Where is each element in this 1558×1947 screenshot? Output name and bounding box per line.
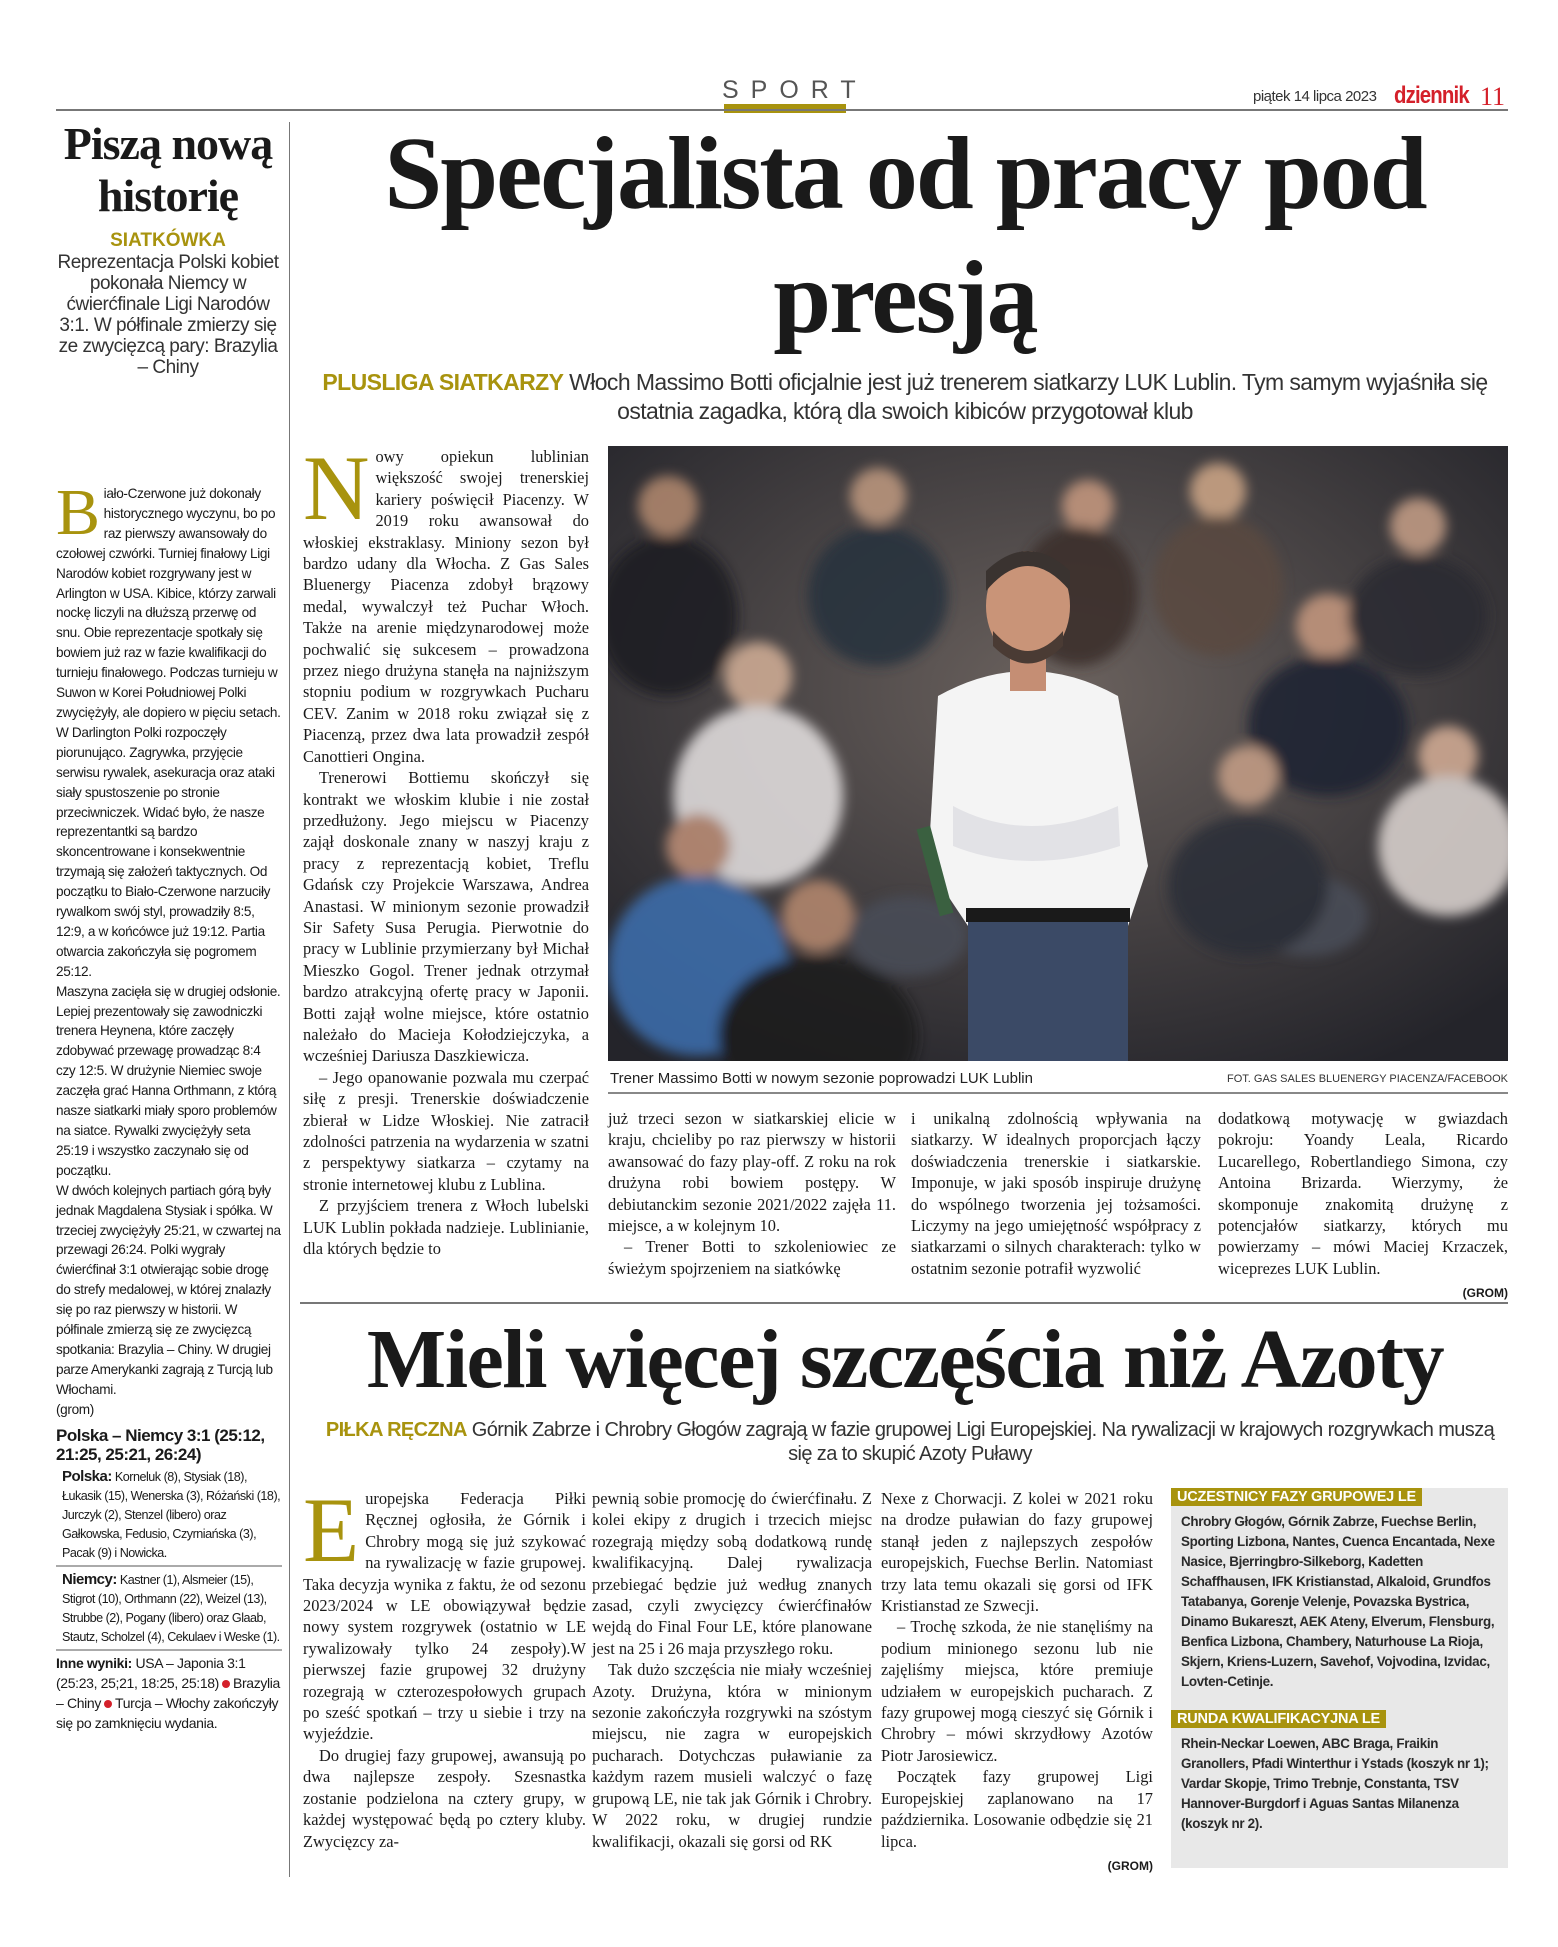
article2-column-3 (881, 1488, 1153, 1877)
article1-column-3 (911, 1108, 1201, 1279)
box-text-group-stage: Chrobry Głogów, Górnik Zabrze, Fuechse Berlin, Sporting Lizbona, Nantes, Cuenca Encantada, Nexe Nasice, Bjerringbro-Silkeborg, Kadetten Schaffhausen, IFK Kristianstad, Alkaloid, Grundfos Tatabanya, Gorenje Velenje, Povazska Bystrica, Dinamo Bukareszt, AEK Ateny, Elverum, Flensburg, Benfica Lizbona, Chambery, Naturhouse La Rioja, Skjern, Kriens-Luzern, Savehof, Vojvodina, Izvidac, Lovten-Cetinje. (1181, 1514, 1495, 1689)
header-rule (56, 109, 1508, 111)
drop-cap: E (303, 1479, 360, 1581)
deck-text: Górnik Zabrze i Chrobry Głogów zagrają w fazie grupowej Ligi Europejskiej. Na rywalizacji w krajowych rozgrywkach muszą się za to skupić Azoty Puławy (471, 1419, 1495, 1465)
paragraph: W Darlington Polki rozpoczęły piorunująco. Zagrywka, przyjęcie serwisu rywalek, asekuracja oraz ataki siały spustoszenie po stronie przeciwniczek. Widać było, że nasze reprezentantki są bardzo skoncentrowane i konsekwentnie trzymają się założeń taktycznych. Od początku to Biało-Czerwone narzuciły rywalkom swój styl, prowadziły 8:5, 12:9, a w końcówce już 19:12. Partia otwarcia zakończyła się pogromem 25:12. (56, 724, 275, 979)
article2-column-1 (303, 1479, 586, 1852)
paragraph: Trenerowi Bottiemu skończył się kontrakt we włoskim klubie i nie został przedłużony. Jego miejscu w Piacenzy zajął doskonale znany w naszyj kraju z pracy z reprezentacją kobiet, Treflu Gdańsk czy Projekcie Warszawa, Andrea Anastasi. W minionym sezonie prowadził Sir Safety Susa Perugia. Pierwotnie do pracy w Lublinie przymierzany był Michał Mieszko Gogol. Trener jednak otrzymał bardzo atrakcyjną ofertę pracy w Japonii. Botti zajął wolne miejsce, które ostatnio należało do Macieja Kołodziejczyka, a wcześniej Dariusza Daszkiewicza. (303, 768, 589, 1066)
column-divider (289, 122, 290, 1877)
info-box (1171, 1488, 1508, 1868)
box-text-qualifying: Rhein-Neckar Loewen, ABC Braga, Fraikin Granollers, Pfadi Winterthur i Ystads (koszyk nr 1); Vardar Skopje, Trimo Trebnje, Constanta, TSV Hannover-Burgdorf i Aguas Santas Milanenza (koszyk nr 2). (1181, 1736, 1489, 1831)
photo-caption: Trener Massimo Botti w nowym sezonie poprowadzi LUK Lublin (610, 1070, 1033, 1087)
box-heading-qualifying: RUNDA KWALIFIKACYJNA LE (1171, 1710, 1386, 1728)
paragraph: Tak dużo szczęścia nie miały wcześniej Azoty. Drużyna, która w minionym sezonie zakończyła rozgrywki na szóstym miejscu, nie zagra w europejskich pucharach. Dotychczas puławianie za każdym razem musieli walczyć o fazę grupową LE, nie tak jak Górnik i Chrobry. W 2022 roku, w drugiej rundzie kwalifikacji, okazali się gorsi od RK (592, 1660, 872, 1851)
sidebar-article-header (56, 118, 280, 378)
paragraph: i unikalną zdolnością wpływania na siatkarzy. W idealnych proporcjach łączy doświadczenia trenerskie i siatkarskie. Imponuje, w jaki sposób inspiruje drużynę do wspólnego tworzenia jej tożsamości. Liczymy na jego umiejętność współpracy z siatkarzami o silnych charakterach: tylko w ostatnim sezonie potrafił wyzwolić (911, 1109, 1201, 1278)
score-title: Polska – Niemcy 3:1 (25:12, 21:25, 25:21, 26:24) (56, 1425, 265, 1464)
paragraph: uropejska Federacja Piłki Ręcznej ogłosiła, że Górnik i Chrobry mogą się już szykować na rywalizację w fazie grupowej. Taka decyzja wynika z faktu, że od sezonu 2023/2024 w LE obowiązywał będzie nowy system rozgrywek (ostatnio w LE rywalizowały tylko 24 zespoły).W pierwszej fazie grupowej 32 drużyny rozegrają w czterozespołowych grupach po sześć spotkań – trzy u siebie i trzy na wyjeździe. (303, 1489, 586, 1744)
result-text: USA – Japonia 3:1 (25:23, 25;21, 18:25, 25:18) (56, 1654, 246, 1691)
byline: (GROM) (1462, 1286, 1508, 1301)
paragraph: Początek fazy grupowej Ligi Europejskiej zaplanowano na 17 października. Losowanie odbędzie się 21 lipca. (881, 1767, 1153, 1851)
second-headline: Mieli więcej szczęścia niż Azoty (366, 1313, 1444, 1406)
sidebar-deck: Reprezentacja Polski kobiet pokonała Niemcy w ćwierćfinale Ligi Narodów 3:1. W półfinale zmierzy się ze zwycięzcą pary: Brazylia – Chiny (57, 252, 279, 378)
paragraph: iało-Czerwone już dokonały historycznego wyczynu, bo po raz pierwszy awansowały do czołowej czwórki. Turniej finałowy Ligi Narodów kobiet rozgrywany jest w Arlington w USA. Kibice, którzy zarwali nockę liczyli na dłuższą przerwę od snu. Obie reprezentacje spotkały się bowiem już raz w fazie kwalifikacji do turnieju finałowego. Podczas turnieju w Suwon w Korei Południowej Polki zwyciężyły, ale dopiero w pięciu setach. (56, 486, 281, 720)
lineup-label: Polska: (62, 1467, 112, 1485)
paragraph: dodatkową motywację w gwiazdach pokroju: Yoandy Leala, Ricardo Lucarellego, Robertlandiego Simona, czy Antoina Brizarda. Wierzymy, że skomponuje znakomitą drużynę z potencjałów siatkarzy, których mu powierzamy – mówi Maciej Krzaczek, wiceprezes LUK Lublin. (1218, 1109, 1508, 1278)
paragraph: owy opiekun lublinian większość swojej trenerskiej kariery poświęcił Piacenzy. W 2019 roku awansował do włoskiej ekstraklasy. Miniony sezon był bardzo udany dla Włocha. Z Gas Sales Bluenergy Piacenza zdobył brązowy medal, wywalczył też Puchar Włoch. Także na arenie międzynarodowej może pochwalić się sukcesem – prowadzona przez niego drużyna stanęła na najniższym stopniu podium w rozgrywkach Pucharu CEV. Zanim w 2018 roku związał się z Piacenzą, przez dwa lata prowadził zespół Canottieri Ongina. (303, 447, 589, 766)
paragraph: Nexe z Chorwacji. Z kolei w 2021 roku na drodze puławian do fazy grupowej stanął jeden z najlepszych zespołów europejskich, Fuechse Berlin. Natomiast trzy lata temu okazali się gorsi od IFK Kristianstad ze Szwecji. (881, 1489, 1153, 1616)
paragraph: – Trener Botti to szkoleniowiec ze świeżym spojrzeniem na siatkówkę (608, 1237, 896, 1278)
paragraph: Do drugiej fazy grupowej, awansują po dwa najlepsze zespoły. Szesnastka zostanie podzielona na cztery grupy, w każdej występować będą po cztery kluby. Zwycięzcy za- (303, 1745, 586, 1851)
main-deck (300, 368, 1510, 426)
box-heading-group-stage: UCZESTNICY FAZY GRUPOWEJ LE (1171, 1488, 1422, 1506)
main-kicker: PLUSLIGA SIATKARZY (322, 369, 564, 395)
lineup-text: Kastner (1), Alsmeier (15), Stigrot (10), Orthmann (22), Weizel (13), Strubbe (2), Pogany (libero) oraz Glaab, Stautz, Scholzel (4), Cekulaev i Weske (1). (62, 1572, 280, 1644)
bullet-icon (104, 1700, 112, 1708)
photo-illustration (608, 446, 1508, 1061)
section-label: SPORT (722, 76, 868, 104)
article1-column-4 (1218, 1108, 1508, 1305)
second-kicker: PIŁKA RĘCZNA (325, 1419, 467, 1441)
paragraph: W dwóch kolejnych partiach górą były jednak Magdalena Stysiak i spółka. W trzeciej zwyciężyły 25:21, w czwartej na przewagi 26:24. Polki wygrały ćwierćfinał 3:1 otwierając sobie drogę do strefy medalowej, w której znalazły się po raz pierwszy w historii. W półfinale zmierzą się ze zwycięzcą spotkania: Brazylia – Chiny. W drugiej parze Amerykanki zagrają z Turcją lub Włochami. (56, 1182, 281, 1397)
article1-column-2 (608, 1108, 896, 1279)
article1-column-1 (303, 437, 589, 1259)
sidebar-headline: Piszą nową historię (63, 118, 273, 221)
deck-text: Włoch Massimo Botti oficjalnie jest już trenerem siatkarzy LUK Lublin. Tym samym wyjaśniła się ostatnia zagadka, którą dla swoich kibiców przygotował klub (569, 369, 1488, 424)
drop-cap: B (56, 476, 100, 549)
byline: (GROM) (1107, 1858, 1153, 1873)
result-text: Turcja – Włochy zakończyły się po zamknięciu wydania. (56, 1694, 279, 1731)
lineup-label: Niemcy: (62, 1570, 117, 1588)
lineup-text: Korneluk (8), Stysiak (18), Łukasik (15), Wenerska (3), Różański (18), Jurczyk (2), Stenzel (libero) oraz Gałkowska, Fedusio, Czyrniańska (3), Pacak (9) i Nowicka. (62, 1469, 281, 1560)
paragraph: pewnią sobie promocję do ćwierćfinału. Z kolei ekipy z drugich i trzecich miejsc rozegrają między sobą dodatkową rundę kwalifikacyjną. Dalej rywalizacja przebiegać będzie już według znanych zasad, czyli zwycięzcy ćwierćfinałów wejdą do Final Four LE, które planowane jest na 25 i 26 maja przyszłego roku. (592, 1489, 872, 1658)
byline: (grom) (56, 1401, 94, 1417)
paragraph: Z przyjściem trenera z Włoch lubelski LUK Lublin pokłada nadzieje. Lublinianie, dla których będzie to (303, 1196, 589, 1259)
section-rule (300, 1302, 1508, 1304)
paragraph: już trzeci sezon w siatkarskiej elicie w kraju, chcieliby po raz pierwszy w historii awansować do fazy play-off. Z roku na rok drużyna robi bowiem postępy. W debiutanckim sezonie 2021/2022 zajęła 11. miejsce, a w kolejnym 10. (608, 1109, 896, 1236)
sidebar-article-body (56, 476, 282, 1733)
second-deck (320, 1418, 1500, 1466)
issue-date: piątek 14 lipca 2023 (1253, 88, 1377, 105)
lineup-polska (56, 1464, 282, 1567)
main-headline: Specjalista od pracy pod presją (384, 116, 1426, 355)
lineup-niemcy (56, 1567, 282, 1651)
page-number: 11 (1480, 82, 1506, 111)
coach-photo (608, 446, 1508, 1061)
other-results-label: Inne wyniki: (56, 1654, 132, 1671)
newspaper-logo: dziennik (1394, 82, 1469, 109)
photo-credit: FOT. GAS SALES BLUENERGY PIACENZA/FACEBOOK (1227, 1073, 1508, 1085)
result-text: Brazylia – Chiny (56, 1674, 280, 1711)
paragraph: Maszyna zacięła się w drugiej odsłonie. Lepiej prezentowały się zawodniczki trenera Heynena, które zaczęły zdobywać przewagę prowadząc 8:4 czy 12:5. W drużynie Niemiec swoje zaczęła grać Hanna Orthmann, z którą nasze siatkarki miały sporo problemów na siatce. Rywalki zwyciężyły seta 25:19 i wszystko zaczynało się od początku. (56, 983, 281, 1178)
paragraph: – Trochę szkoda, że nie stanęliśmy na podium minionego sezonu lub nie zajęliśmy miejsca, które premiuje udziałem w europejskich pucharach. Z fazy grupowej mogą cieszyć się Górnik i Chrobry – mówi skrzydłowy Azotów Piotr Jarosiewicz. (881, 1617, 1153, 1765)
photo-caption-bar (608, 1070, 1508, 1094)
sidebar-kicker: SIATKÓWKA (110, 230, 226, 251)
score-box (56, 1426, 282, 1733)
other-results (56, 1653, 282, 1733)
bullet-icon (222, 1680, 230, 1688)
drop-cap: N (303, 437, 370, 539)
article2-column-2 (592, 1488, 872, 1852)
paragraph: – Jego opanowanie pozwala mu czerpać siłę z presji. Trenerskie doświadczenie zbierał w Lidze Włoskiej. Nie zatracił zdolności patrzenia na wydarzenia w szatni z perspektywy siatkarza – czytamy na stronie internetowej klubu z Lublina. (303, 1067, 589, 1194)
